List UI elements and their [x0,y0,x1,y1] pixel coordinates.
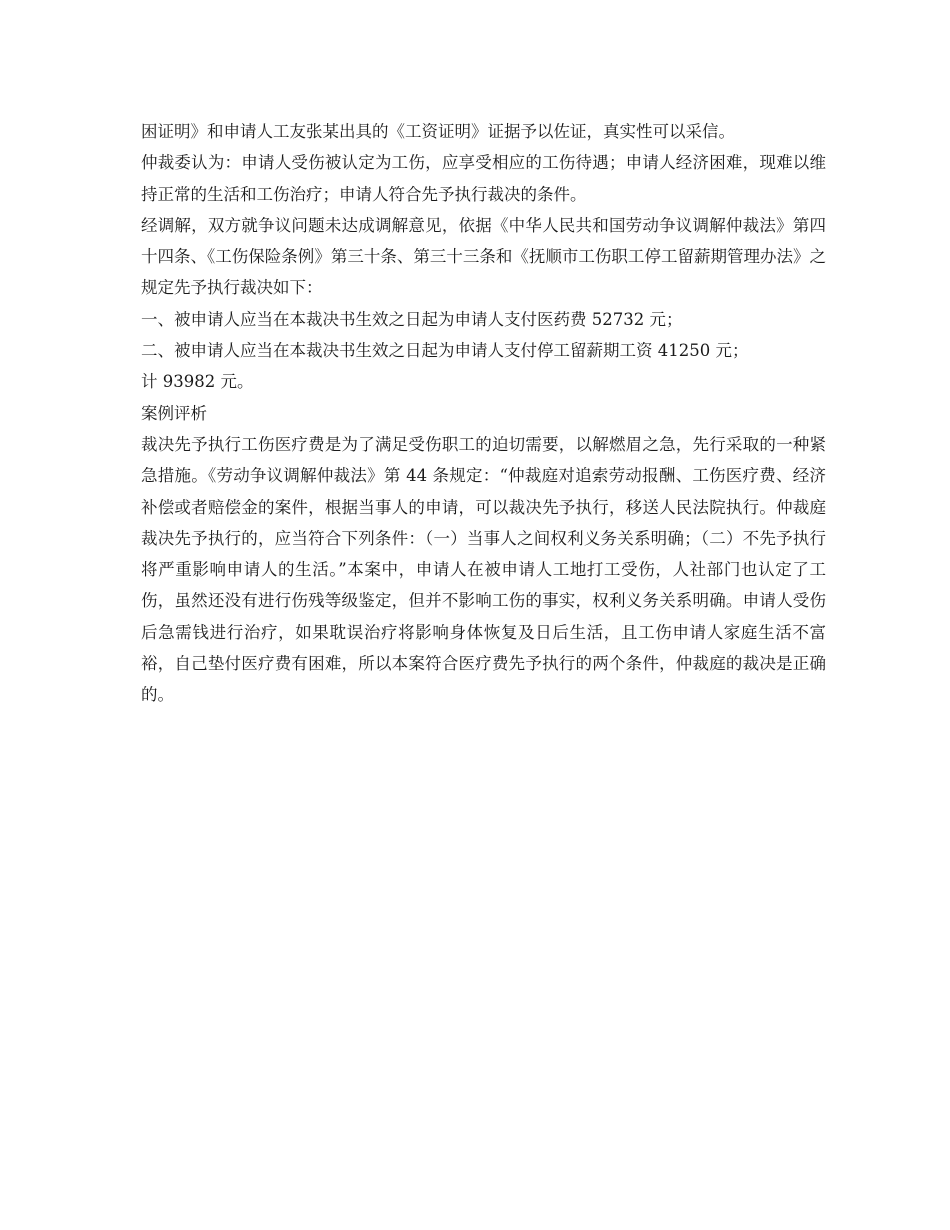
paragraph-evidence: 困证明》和申请人工友张某出具的《工资证明》证据予以佐证，真实性可以采信。 [141,122,735,141]
section-heading-case-analysis: 案例评析 [141,403,207,423]
paragraph-total: 计 93982 元。 [141,372,254,392]
paragraph-mediation-basis: 经调解，双方就争议问题未达成调解意见，依据《中华人民共和国劳动争议调解仲裁法》第四十四条、《工伤保险条例》第三十条、第三十三条和《抚顺市工伤职工停工留薪期管理办法》之规定先予执行裁决如下： [141,215,826,298]
paragraph-case-analysis: 裁决先予执行工伤医疗费是为了满足受伤职工的迫切需要，以解燃眉之急，先行采取的一种紧急措施。《劳动争议调解仲裁法》第 44 条规定：“仲裁庭对追索劳动报酬、工伤医疗费、经济补偿或者赔偿金的案件，根据当事人的申请，可以裁决先予执行，移送人民法院执行。仲裁庭裁决先予执行的，应当符合下列条件：（一）当事人之间权利义务关系明确；（二）不先予执行将严重影响申请人的生活。”本案中，申请人在被申请人工地打工受伤，人社部门也认定了工伤，虽然还没有进行伤残等级鉴定，但并不影响工伤的事实，权利义务关系明确。申请人受伤后急需钱进行治疗，如果耽误治疗将影响身体恢复及日后生活，且工伤申请人家庭生活不富裕，自己垫付医疗费有困难，所以本案符合医疗费先予执行的两个条件，仲裁庭的裁决是正确的。 [141,434,826,705]
paragraph-ruling-item-2: 二、被申请人应当在本裁决书生效之日起为申请人支付停工留薪期工资 41250 元； [141,341,749,361]
document-body [141,116,826,711]
paragraph-committee-opinion: 仲裁委认为：申请人受伤被认定为工伤，应享受相应的工伤待遇；申请人经济困难，现难以维持正常的生活和工伤治疗；申请人符合先予执行裁决的条件。 [141,153,826,204]
paragraph-ruling-item-1: 一、被申请人应当在本裁决书生效之日起为申请人支付医药费 52732 元； [141,309,683,329]
